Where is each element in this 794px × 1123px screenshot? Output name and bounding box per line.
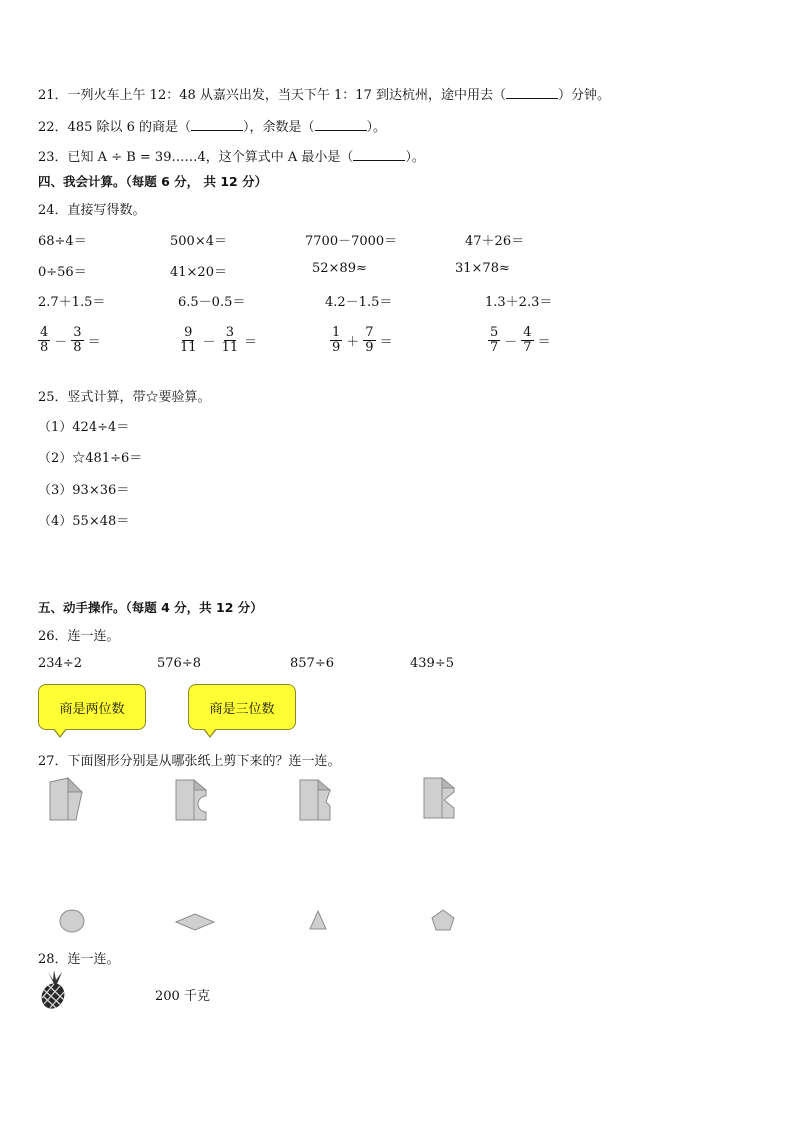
calc-item: 0÷56＝ xyxy=(38,265,87,280)
vertical-calc-item: （4）55×48＝ xyxy=(38,514,130,529)
fraction: $\frac{7}{9}$ xyxy=(365,325,374,355)
folded-paper-trapezoid-cut-icon[interactable] xyxy=(46,776,86,824)
fraction-item: $\frac{9}{11}$ － $\frac{3}{11}$ ＝ xyxy=(180,325,258,355)
callout-two-digit-quotient[interactable]: 商是两位数 xyxy=(38,684,146,730)
question-28-title: 28．连一连。 xyxy=(38,952,120,967)
question-26-title: 26．连一连。 xyxy=(38,629,120,644)
fraction-item: $\frac{4}{8}$ － $\frac{3}{8}$ ＝ xyxy=(40,325,101,355)
fraction: $\frac{4}{7}$ xyxy=(523,325,532,355)
calc-item: 41×20＝ xyxy=(170,265,227,280)
fraction: $\frac{9}{11}$ xyxy=(180,325,197,355)
answer-blank[interactable] xyxy=(353,148,405,161)
calc-item: 52×89≈ xyxy=(312,261,367,276)
weight-label[interactable]: 200 千克 xyxy=(155,989,210,1004)
fraction: $\frac{4}{8}$ xyxy=(40,325,49,355)
answer-blank[interactable] xyxy=(191,118,243,131)
calc-item: 500×4＝ xyxy=(170,234,227,249)
section-4-title: 四、我会计算。（每题 6 分， 共 12 分） xyxy=(38,174,268,189)
triangle-shape-icon[interactable] xyxy=(308,909,328,931)
division-expr[interactable]: 576÷8 xyxy=(157,656,201,671)
division-expr[interactable]: 857÷6 xyxy=(290,656,334,671)
question-21: 21．一列火车上午 12：48 从嘉兴出发，当天下午 1：17 到达杭州，途中用去（ ）分钟。 xyxy=(38,88,610,103)
pentagon-shape-icon[interactable] xyxy=(430,908,456,932)
calc-item: 1.3＋2.3＝ xyxy=(485,295,553,310)
division-expr[interactable]: 439÷5 xyxy=(410,656,454,671)
question-22: 22．485 除以 6 的商是（ ），余数是（ ）。 xyxy=(38,120,387,135)
folded-paper-triangle-cut-icon[interactable] xyxy=(296,776,336,824)
fraction: $\frac{3}{8}$ xyxy=(73,325,82,355)
fraction: $\frac{1}{9}$ xyxy=(332,325,341,355)
section-5-title: 五、动手操作。（每题 4 分，共 12 分） xyxy=(38,600,263,615)
vertical-calc-item: （3）93×36＝ xyxy=(38,483,130,498)
folded-paper-semicircle-cut-icon[interactable] xyxy=(172,776,212,824)
question-25-title: 25．竖式计算，带☆要验算。 xyxy=(38,390,211,405)
folded-paper-pentagon-cut-icon[interactable] xyxy=(420,774,460,822)
division-expr[interactable]: 234÷2 xyxy=(38,656,82,671)
vertical-calc-item: （1）424÷4＝ xyxy=(38,420,130,435)
answer-blank[interactable] xyxy=(315,118,367,131)
circle-shape-icon[interactable] xyxy=(58,908,86,934)
calc-item: 31×78≈ xyxy=(455,261,510,276)
fraction-item: $\frac{1}{9}$ ＋ $\frac{7}{9}$ ＝ xyxy=(332,325,393,355)
fraction-item: $\frac{5}{7}$ － $\frac{4}{7}$ ＝ xyxy=(490,325,551,355)
calc-item: 47＋26＝ xyxy=(465,234,525,249)
calc-item: 7700－7000＝ xyxy=(305,234,398,249)
calc-item: 2.7＋1.5＝ xyxy=(38,295,106,310)
fraction: $\frac{5}{7}$ xyxy=(490,325,499,355)
vertical-calc-item: （2）☆481÷6＝ xyxy=(38,451,143,466)
question-24-title: 24．直接写得数。 xyxy=(38,203,146,218)
calc-item: 4.2－1.5＝ xyxy=(325,295,393,310)
calc-item: 68÷4＝ xyxy=(38,234,87,249)
answer-blank[interactable] xyxy=(506,86,558,99)
calc-item: 6.5－0.5＝ xyxy=(178,295,246,310)
rhombus-shape-icon[interactable] xyxy=(174,912,216,932)
question-27-title: 27．下面图形分别是从哪张纸上剪下来的？连一连。 xyxy=(38,754,341,769)
pineapple-icon[interactable] xyxy=(38,970,70,1010)
fraction: $\frac{3}{11}$ xyxy=(221,325,239,355)
callout-three-digit-quotient[interactable]: 商是三位数 xyxy=(188,684,296,730)
question-23: 23．已知 A ÷ B = 39……4，这个算式中 A 最小是（ ）。 xyxy=(38,150,425,165)
